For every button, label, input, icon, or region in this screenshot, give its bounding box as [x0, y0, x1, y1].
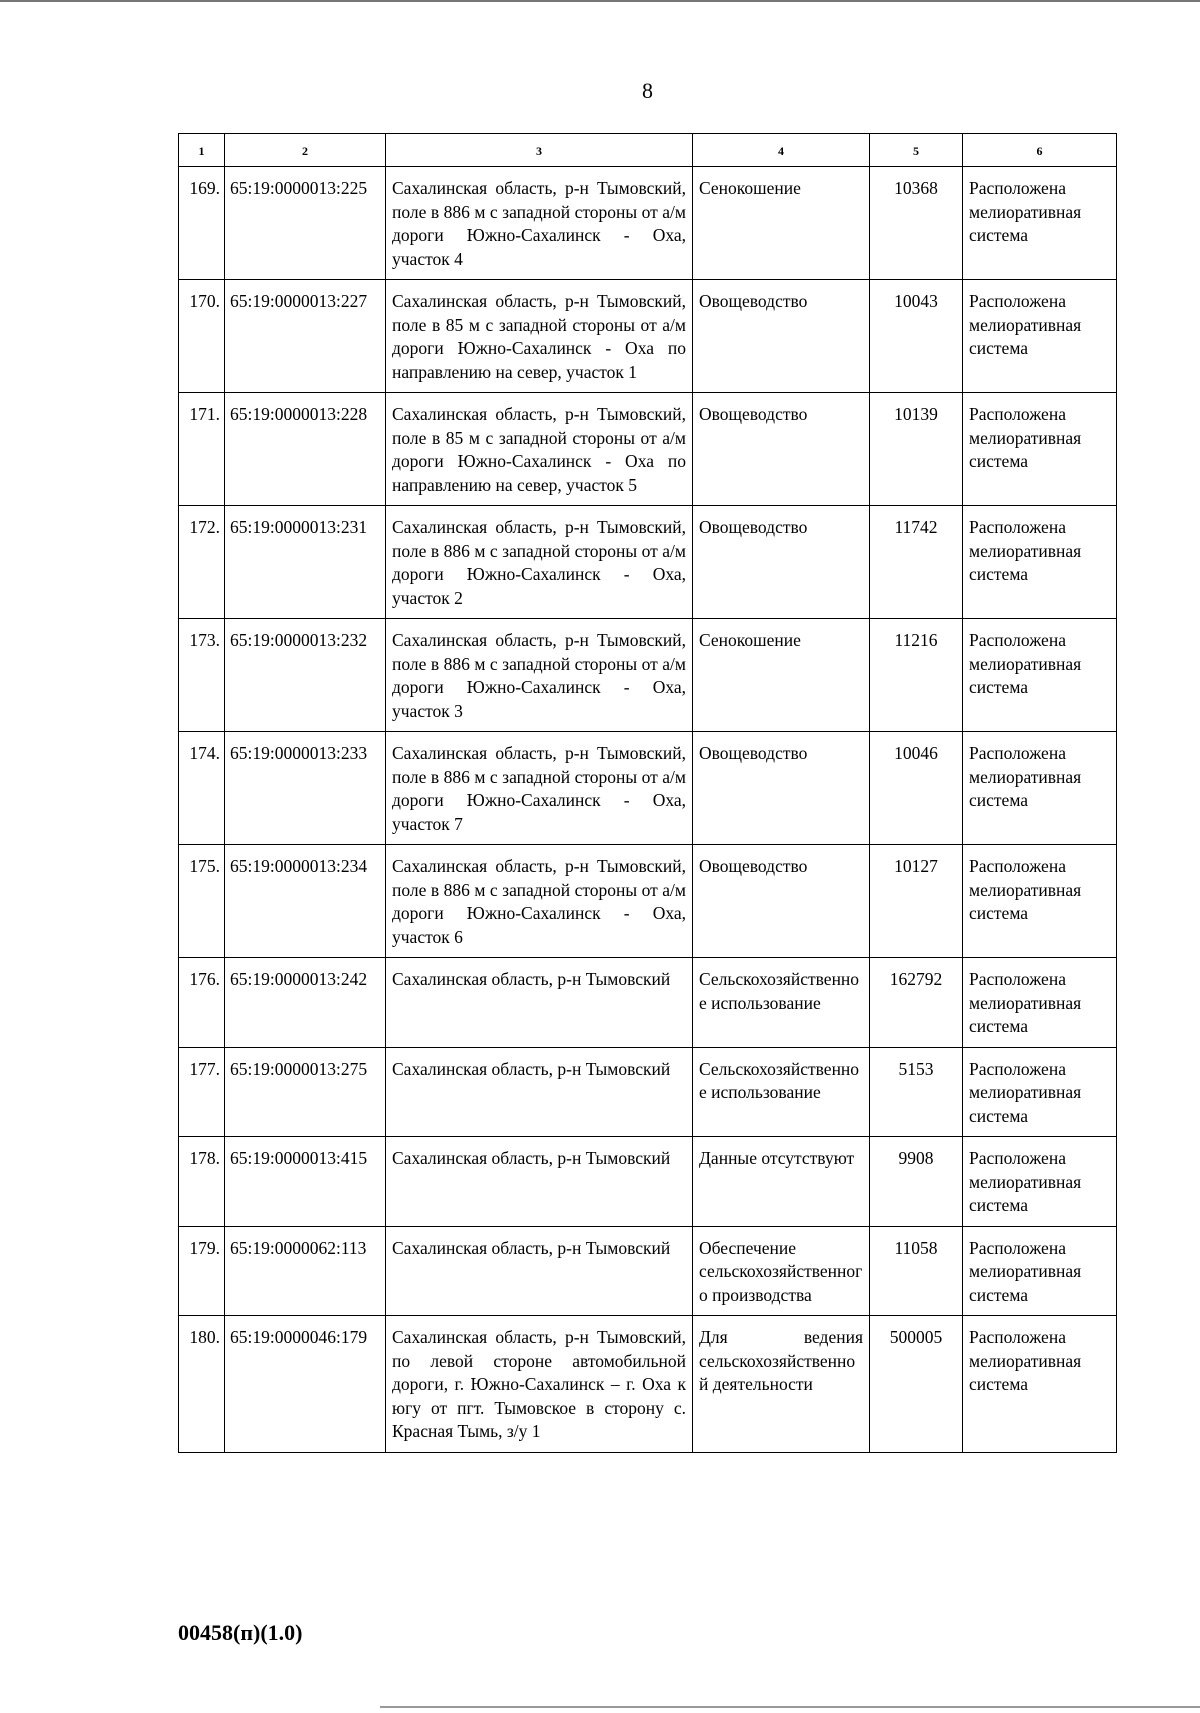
row-number: 171. — [179, 393, 225, 506]
cadastral-number: 65:19:0000046:179 — [225, 1316, 386, 1453]
plot-area: 11216 — [870, 619, 963, 732]
plot-note: Расположена мелиоративная система — [963, 958, 1117, 1048]
cadastral-number: 65:19:0000013:234 — [225, 845, 386, 958]
plot-address: Сахалинская область, р-н Тымовский, поле в 886 м с западной стороны от а/м дороги Южно-Сахалинск - Оха, участок 6 — [386, 845, 693, 958]
row-number: 177. — [179, 1047, 225, 1137]
plot-area: 10046 — [870, 732, 963, 845]
scan-bottom-rule — [380, 1706, 1200, 1708]
table-row — [179, 393, 1117, 506]
permitted-use: Овощеводство — [693, 506, 870, 619]
plot-note: Расположена мелиоративная система — [963, 1047, 1117, 1137]
permitted-use: Овощеводство — [693, 280, 870, 393]
plot-note: Расположена мелиоративная система — [963, 280, 1117, 393]
land-plots-table — [178, 133, 1117, 1453]
plot-address: Сахалинская область, р-н Тымовский, поле в 886 м с западной стороны от а/м дороги Южно-Сахалинск - Оха, участок 4 — [386, 167, 693, 280]
plot-address: Сахалинская область, р-н Тымовский, поле в 85 м с западной стороны от а/м дороги Южно-Сахалинск - Оха по направлению на север, участок 1 — [386, 280, 693, 393]
row-number: 174. — [179, 732, 225, 845]
plot-note: Расположена мелиоративная система — [963, 393, 1117, 506]
table-row — [179, 1047, 1117, 1137]
plot-area: 10368 — [870, 167, 963, 280]
row-number: 173. — [179, 619, 225, 732]
permitted-use: Для ведения сельскохозяйственной деятельности — [693, 1316, 870, 1453]
cadastral-number: 65:19:0000013:275 — [225, 1047, 386, 1137]
scan-top-rule — [0, 0, 1200, 2]
cadastral-number: 65:19:0000013:242 — [225, 958, 386, 1048]
permitted-use: Обеспечение сельскохозяйственного производства — [693, 1226, 870, 1316]
table-row — [179, 1226, 1117, 1316]
table-row — [179, 1316, 1117, 1453]
plot-area: 5153 — [870, 1047, 963, 1137]
plot-area: 10127 — [870, 845, 963, 958]
row-number: 180. — [179, 1316, 225, 1453]
cadastral-number: 65:19:0000013:227 — [225, 280, 386, 393]
plot-area: 9908 — [870, 1137, 963, 1227]
table-row — [179, 958, 1117, 1048]
table-row — [179, 280, 1117, 393]
table-row — [179, 167, 1117, 280]
plot-area: 500005 — [870, 1316, 963, 1453]
table-row — [179, 845, 1117, 958]
plot-area: 10043 — [870, 280, 963, 393]
plot-address: Сахалинская область, р-н Тымовский, поле в 886 м с западной стороны от а/м дороги Южно-Сахалинск - Оха, участок 7 — [386, 732, 693, 845]
column-header-1: 1 — [179, 134, 225, 167]
row-number: 178. — [179, 1137, 225, 1227]
plot-note: Расположена мелиоративная система — [963, 1137, 1117, 1227]
permitted-use: Овощеводство — [693, 845, 870, 958]
row-number: 175. — [179, 845, 225, 958]
plot-area: 10139 — [870, 393, 963, 506]
row-number: 179. — [179, 1226, 225, 1316]
plot-address: Сахалинская область, р-н Тымовский — [386, 1226, 693, 1316]
plot-address: Сахалинская область, р-н Тымовский, поле в 85 м с западной стороны от а/м дороги Южно-Сахалинск - Оха по направлению на север, участок 5 — [386, 393, 693, 506]
table-header — [179, 134, 1117, 167]
header-row — [179, 134, 1117, 167]
table-row — [179, 732, 1117, 845]
page-number: 8 — [642, 78, 653, 103]
table-body — [179, 167, 1117, 1453]
plot-note: Расположена мелиоративная система — [963, 1316, 1117, 1453]
permitted-use: Сенокошение — [693, 619, 870, 732]
cadastral-number: 65:19:0000013:225 — [225, 167, 386, 280]
column-header-3: 3 — [386, 134, 693, 167]
permitted-use: Данные отсутствуют — [693, 1137, 870, 1227]
plot-area: 11058 — [870, 1226, 963, 1316]
table-row — [179, 506, 1117, 619]
permitted-use: Овощеводство — [693, 393, 870, 506]
plot-address: Сахалинская область, р-н Тымовский, поле в 886 м с западной стороны от а/м дороги Южно-Сахалинск - Оха, участок 2 — [386, 506, 693, 619]
plot-note: Расположена мелиоративная система — [963, 732, 1117, 845]
cadastral-number: 65:19:0000013:231 — [225, 506, 386, 619]
plot-address: Сахалинская область, р-н Тымовский — [386, 1047, 693, 1137]
cadastral-number: 65:19:0000013:233 — [225, 732, 386, 845]
cadastral-number: 65:19:0000013:228 — [225, 393, 386, 506]
cadastral-number: 65:19:0000013:232 — [225, 619, 386, 732]
plot-note: Расположена мелиоративная система — [963, 1226, 1117, 1316]
plot-note: Расположена мелиоративная система — [963, 619, 1117, 732]
plot-address: Сахалинская область, р-н Тымовский — [386, 958, 693, 1048]
permitted-use: Сенокошение — [693, 167, 870, 280]
plot-area: 162792 — [870, 958, 963, 1048]
permitted-use: Сельскохозяйственное использование — [693, 1047, 870, 1137]
column-header-2: 2 — [225, 134, 386, 167]
plot-note: Расположена мелиоративная система — [963, 506, 1117, 619]
plot-address: Сахалинская область, р-н Тымовский, по левой стороне автомобильной дороги, г. Южно-Сахалинск – г. Оха к югу от пгт. Тымовское в сторону с. Красная Тымь, з/у 1 — [386, 1316, 693, 1453]
row-number: 170. — [179, 280, 225, 393]
cadastral-number: 65:19:0000013:415 — [225, 1137, 386, 1227]
column-header-4: 4 — [693, 134, 870, 167]
plot-note: Расположена мелиоративная система — [963, 845, 1117, 958]
cadastral-number: 65:19:0000062:113 — [225, 1226, 386, 1316]
row-number: 172. — [179, 506, 225, 619]
table-row — [179, 1137, 1117, 1227]
permitted-use: Сельскохозяйственное использование — [693, 958, 870, 1048]
table-row — [179, 619, 1117, 732]
column-header-6: 6 — [963, 134, 1117, 167]
plot-note: Расположена мелиоративная система — [963, 167, 1117, 280]
row-number: 169. — [179, 167, 225, 280]
row-number: 176. — [179, 958, 225, 1048]
permitted-use: Овощеводство — [693, 732, 870, 845]
plot-area: 11742 — [870, 506, 963, 619]
column-header-5: 5 — [870, 134, 963, 167]
document-code: 00458(п)(1.0) — [178, 1620, 303, 1645]
plot-address: Сахалинская область, р-н Тымовский — [386, 1137, 693, 1227]
plot-address: Сахалинская область, р-н Тымовский, поле в 886 м с западной стороны от а/м дороги Южно-Сахалинск - Оха, участок 3 — [386, 619, 693, 732]
